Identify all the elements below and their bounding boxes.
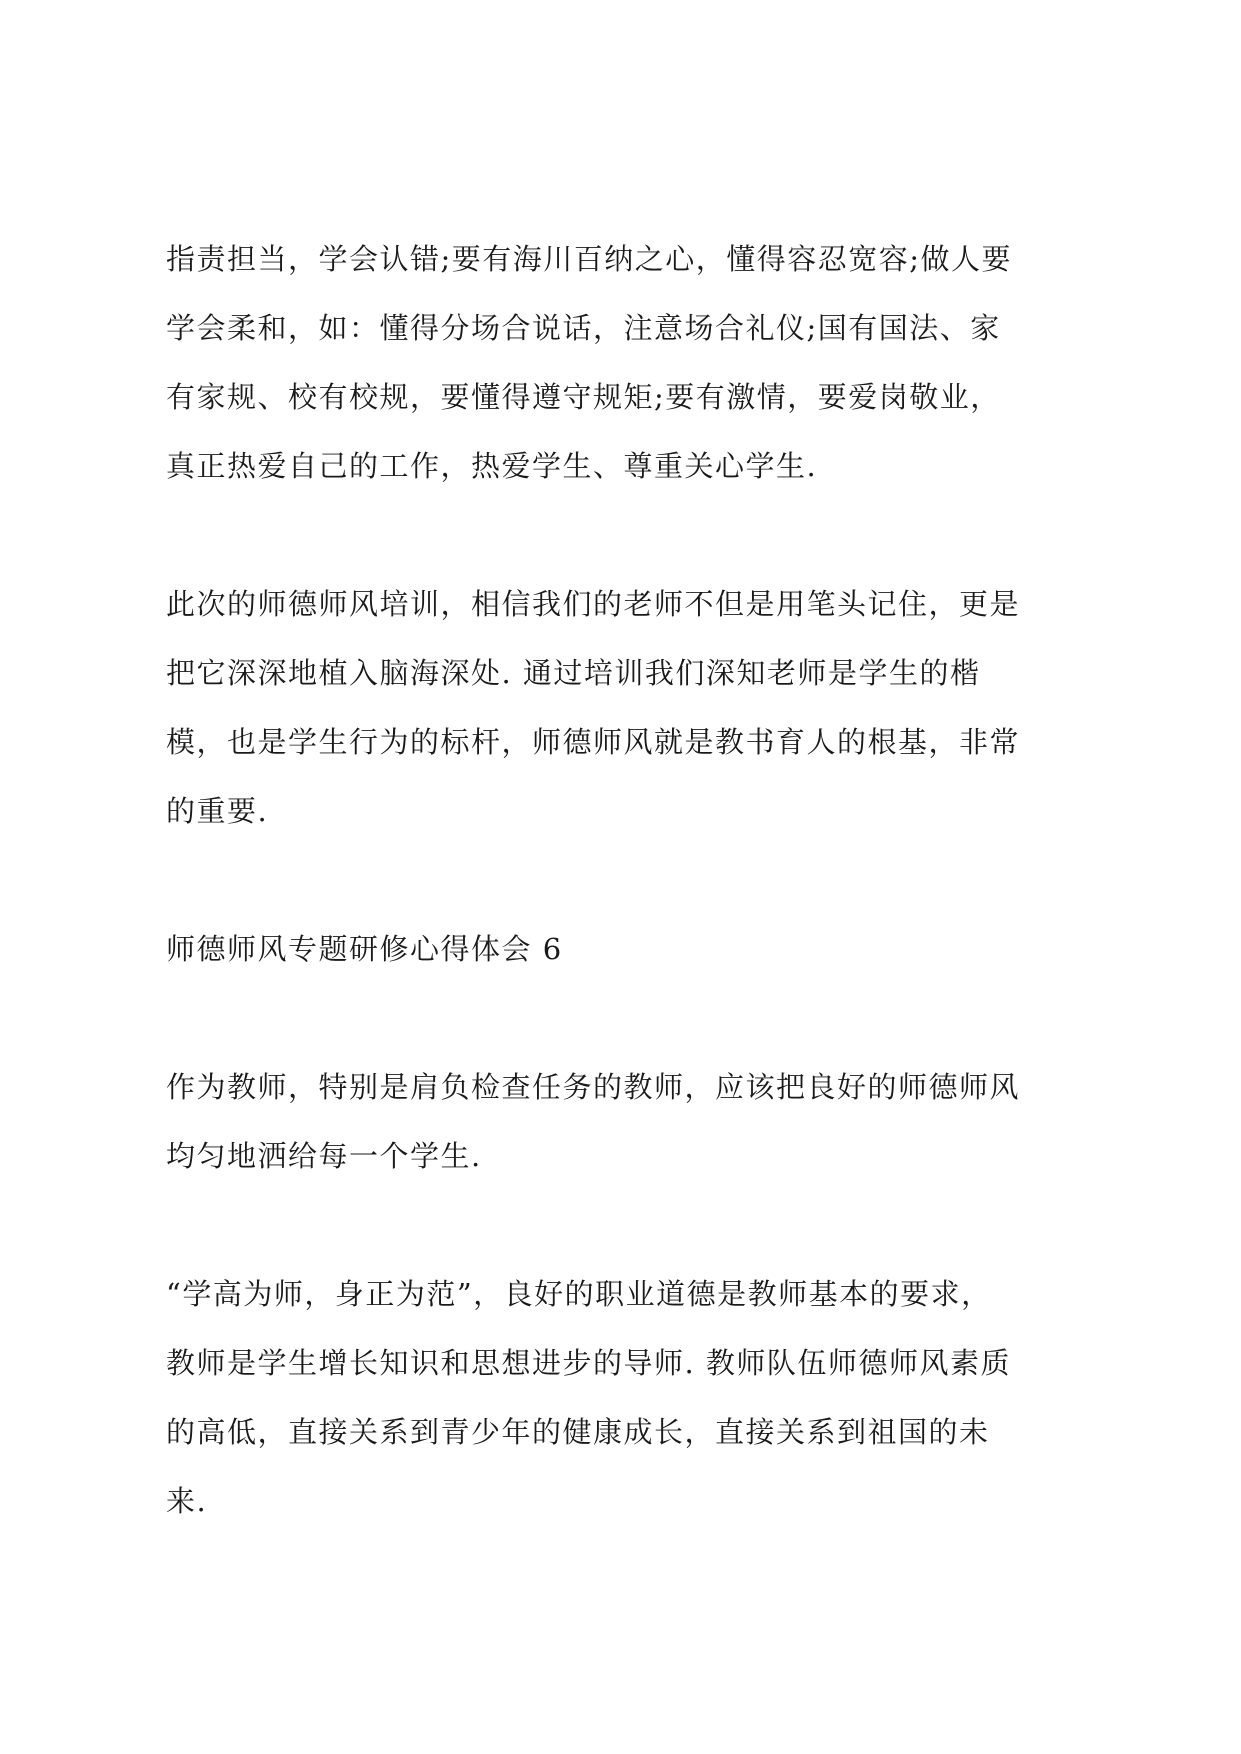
paragraph <box>166 570 1098 846</box>
document-body <box>166 225 1098 1536</box>
paragraph <box>166 225 1098 501</box>
text-line: 真正热爱自己的工作，热爱学生、尊重关心学生. <box>166 449 818 483</box>
text-line: 此次的师德师风培训，相信我们的老师不但是用笔头记住，更是 <box>166 587 1021 621</box>
text-line: 来. <box>166 1484 208 1518</box>
text-line: 的重要. <box>166 794 269 828</box>
text-line: 有家规、校有校规，要懂得遵守规矩;要有激情，要爱岗敬业， <box>166 380 1001 414</box>
text-line: 模，也是学生行为的标杆，师德师风就是教书育人的根基，非常 <box>166 725 1021 759</box>
text-line: “学高为师，身正为范”，良好的职业道德是教师基本的要求， <box>166 1277 992 1311</box>
text-line: 学会柔和，如：懂得分场合说话，注意场合礼仪;国有国法、家 <box>166 311 1001 345</box>
paragraph-spacer <box>166 501 1098 570</box>
text-line: 把它深深地植入脑海深处. 通过培训我们深知老师是学生的楷 <box>166 656 981 690</box>
text-line: 的高低，直接关系到青少年的健康成长，直接关系到祖国的未 <box>166 1415 990 1449</box>
text-line: 作为教师，特别是肩负检查任务的教师，应该把良好的师德师风 <box>166 1070 1021 1104</box>
text-line: 教师是学生增长知识和思想进步的导师. 教师队伍师德师风素质 <box>166 1346 1011 1380</box>
paragraph <box>166 1260 1098 1536</box>
paragraph-spacer <box>166 984 1098 1053</box>
text-line: 指责担当，学会认错;要有海川百纳之心，懂得容忍宽容;做人要 <box>166 242 1013 276</box>
paragraph <box>166 1053 1098 1191</box>
text-line: 均匀地洒给每一个学生. <box>166 1139 482 1173</box>
section-heading: 师德师风专题研修心得体会 6 <box>166 932 563 966</box>
paragraph-spacer <box>166 846 1098 915</box>
paragraph-spacer <box>166 1191 1098 1260</box>
